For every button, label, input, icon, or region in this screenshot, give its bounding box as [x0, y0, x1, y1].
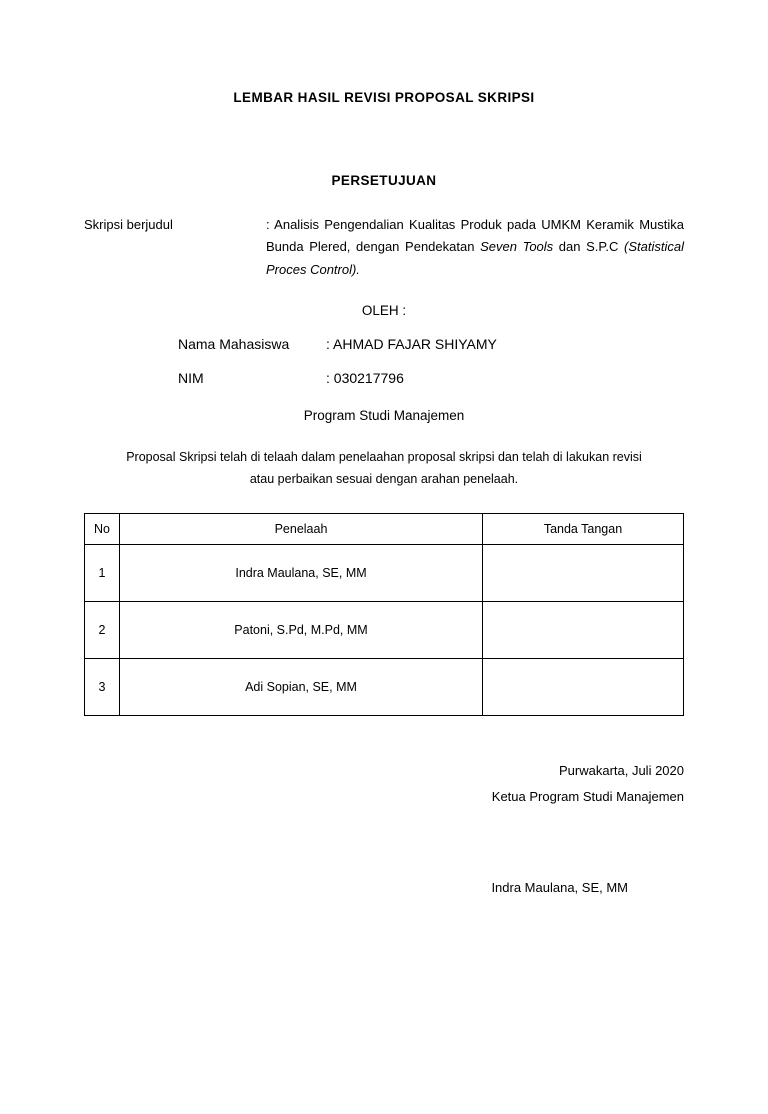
thesis-italic-spc: (Statistical Proces Control). [266, 239, 684, 277]
cell-signature [483, 544, 684, 601]
thesis-italic-seven-tools: Seven Tools [480, 239, 554, 255]
thesis-text-part1: : Analisis Pengendalian Kualitas Produk pada UMKM Keramik Mustika Bunda Plered, dengan Pendekatan [266, 217, 684, 255]
table-header-row [85, 513, 684, 544]
thesis-title-block [84, 214, 684, 281]
student-nim-row [84, 370, 684, 386]
cell-reviewer: Patoni, S.Pd, M.Pd, MM [120, 601, 483, 658]
table-row [85, 658, 684, 715]
student-name-value: : AHMAD FAJAR SHIYAMY [326, 336, 497, 353]
cell-reviewer: Adi Sopian, SE, MM [120, 658, 483, 715]
thesis-title-value [266, 214, 684, 281]
student-name-label: Nama Mahasiswa [178, 336, 290, 353]
place-date: Purwakarta, Juli 2020 [558, 762, 684, 778]
cell-signature [483, 601, 684, 658]
signer-name: Indra Maulana, SE, MM [491, 879, 628, 895]
revision-statement-line2: atau perbaikan sesuai dengan arahan penelaah. [249, 471, 519, 486]
column-header-no: No [85, 513, 120, 544]
column-header-reviewer: Penelaah [120, 513, 483, 544]
signer-role: Ketua Program Studi Manajemen [491, 788, 684, 804]
closing-block [84, 758, 684, 810]
student-name-row [84, 336, 684, 352]
document-page [0, 90, 768, 1114]
cell-signature [483, 658, 684, 715]
table-row [85, 601, 684, 658]
table-row [85, 544, 684, 601]
page-title: LEMBAR HASIL REVISI PROPOSAL SKRIPSI [233, 90, 535, 105]
thesis-title-label: Skripsi berjudul [84, 217, 173, 232]
student-nim-value: : 030217796 [326, 370, 404, 387]
student-nim-label: NIM [178, 370, 204, 387]
section-title: PERSETUJUAN [331, 173, 437, 188]
study-program: Program Studi Manajemen [303, 408, 465, 424]
reviewers-table [84, 513, 684, 716]
revision-statement [84, 447, 684, 491]
thesis-text-part2: dan S.P.C [553, 239, 625, 255]
column-header-signature: Tanda Tangan [483, 513, 684, 544]
cell-no: 1 [85, 544, 120, 601]
oleh-label: OLEH : [361, 303, 407, 319]
cell-no: 2 [85, 601, 120, 658]
cell-no: 3 [85, 658, 120, 715]
revision-statement-line1: Proposal Skripsi telah di telaah dalam penelaahan proposal skripsi dan telah di lakukan revisi [126, 450, 642, 465]
cell-reviewer: Indra Maulana, SE, MM [120, 544, 483, 601]
